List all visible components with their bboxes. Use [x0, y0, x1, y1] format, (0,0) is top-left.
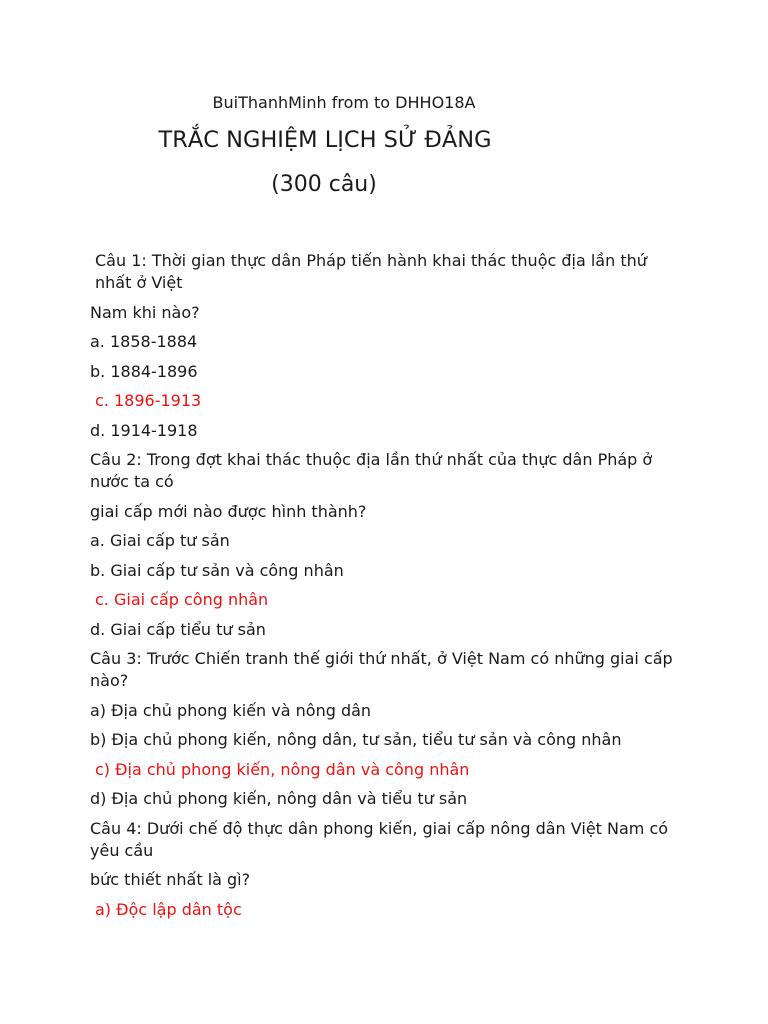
q4-option-a-correct: a) Độc lập dân tộc — [95, 899, 242, 919]
author-line: BuiThanhMinh from to DHHO18A — [212, 93, 476, 112]
document-title: TRẮC NGHIỆM LỊCH SỬ ĐẢNG — [158, 127, 492, 153]
question-2-text: Câu 2: Trong đợt khai thác thuộc địa lần thứ nhất của thực dân Pháp ở nước ta có — [90, 450, 653, 491]
q3-option-b: b) Địa chủ phong kiến, nông dân, tư sản, tiểu tư sản và công nhân — [90, 730, 622, 749]
question-3-text: Câu 3: Trước Chiến tranh thế giới thứ nhất, ở Việt Nam có những giai cấp nào? — [90, 649, 673, 690]
question-1-text-cont: Nam khi nào? — [90, 302, 200, 322]
document-subtitle: (300 câu) — [271, 172, 377, 197]
q2-option-c-correct: c. Giai cấp công nhân — [95, 590, 269, 609]
q3-option-a: a) Địa chủ phong kiến và nông dân — [90, 700, 372, 720]
question-4-text-cont: bức thiết nhất là gì? — [90, 870, 251, 889]
q3-option-d: d) Địa chủ phong kiến, nông dân và tiểu tư sản — [90, 789, 468, 808]
q2-option-b: b. Giai cấp tư sản và công nhân — [90, 560, 344, 580]
q1-option-c-correct: c. 1896-1913 — [95, 391, 202, 410]
question-list — [90, 250, 680, 928]
q1-option-d: d. 1914-1918 — [90, 420, 198, 440]
q1-option-a: a. 1858-1884 — [90, 332, 198, 351]
q1-option-b: b. 1884-1896 — [90, 361, 198, 381]
question-2-text-cont: giai cấp mới nào được hình thành? — [90, 501, 367, 521]
q2-option-d: d. Giai cấp tiểu tư sản — [90, 619, 266, 639]
q2-option-a: a. Giai cấp tư sản — [90, 531, 230, 550]
question-4-text: Câu 4: Dưới chế độ thực dân phong kiến, giai cấp nông dân Việt Nam có yêu cầu — [90, 818, 669, 860]
q3-option-c-correct: c) Địa chủ phong kiến, nông dân và công nhân — [95, 759, 470, 779]
question-1-text: Câu 1: Thời gian thực dân Pháp tiến hành khai thác thuộc địa lần thứ nhất ở Việt — [95, 251, 647, 292]
